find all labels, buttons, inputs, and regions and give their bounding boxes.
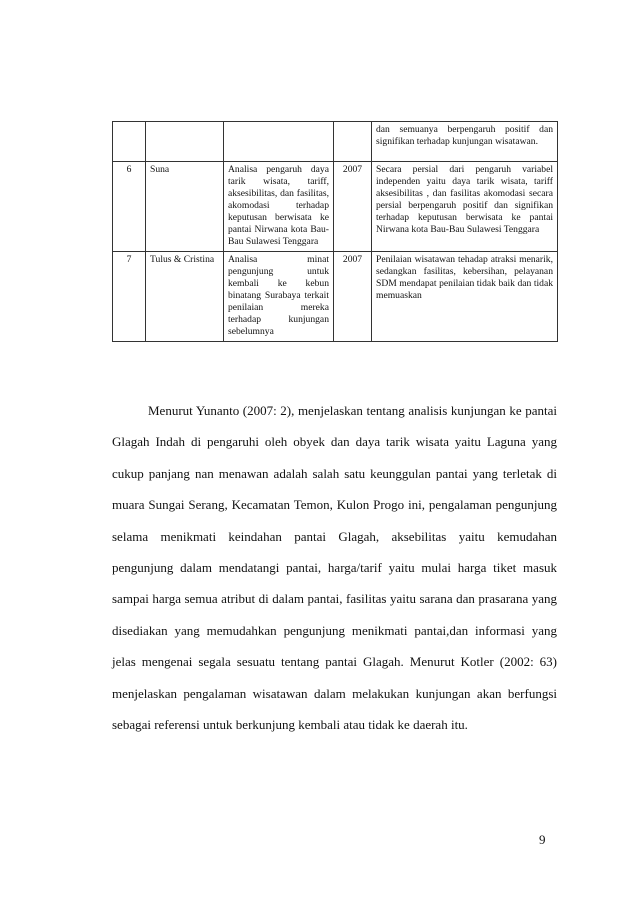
table-row [113, 122, 558, 162]
cell-no [113, 122, 146, 162]
cell-no: 6 [113, 162, 146, 252]
page-number: 9 [539, 832, 546, 847]
cell-name [146, 122, 224, 162]
paragraph-text: Menurut Yunanto (2007: 2), menjelaskan tentang analisis kunjungan ke pantai Glagah Indah di pengaruhi oleh obyek dan daya tarik wisata yaitu Laguna yang cukup panjang nan menawan adalah salah satu keunggulan pantai yang terletak di muara Sungai Serang, Kecamatan Temon, Kulon Progo ini, pengalaman pengunjung selama menikmati keindahan pantai Glagah, aksebilitas yaitu kemudahan pengunjung dalam mendatangi pantai, harga/tarif yaitu mulai harga tiket masuk sampai harga semua atribut di dalam pantai, fasilitas yaitu sarana dan prasarana yang disediakan yang memudahkan pengunjung menikmati pantai,dan informasi yang jelas mengenai segala sesuatu tentang pantai Glagah. Menurut Kotler (2002: 63) menjelaskan pengalaman wisatawan dalam melakukan kunjungan akan berfungsi sebagai referensi untuk berkunjung kembali atau tidak ke daerah itu. [112, 403, 557, 733]
research-table [112, 121, 558, 342]
cell-no: 7 [113, 252, 146, 342]
table-row [113, 252, 558, 342]
cell-name: Suna [146, 162, 224, 252]
cell-result: Secara persial dari pengaruh variabel independen yaitu daya tarik wisata, tariff aksesibilitas , dan fasilitas akomodasi secara persial berpengaruh positif dan signifikan terhadap keputusan berwisata ke pantai Nirwana kota Bau-Bau Sulawesi Tenggara [372, 162, 558, 252]
body-paragraph [112, 395, 557, 740]
cell-year: 2007 [334, 162, 372, 252]
cell-name: Tulus & Cristina [146, 252, 224, 342]
cell-year: 2007 [334, 252, 372, 342]
cell-title [224, 122, 334, 162]
table-row [113, 162, 558, 252]
cell-result: Penilaian wisatawan tehadap atraksi menarik, sedangkan fasilitas, kebersihan, pelayanan SDM mendapat penilaian tidak baik dan tidak memuaskan [372, 252, 558, 342]
cell-title: Analisa minat pengunjung untuk kembali ke kebun binatang Surabaya terkait penilaian mereka terhadap kunjungan sebelumnya [224, 252, 334, 342]
cell-title: Analisa pengaruh daya tarik wisata, tariff, aksesibilitas, dan fasilitas, akomodasi terhadap keputusan berwisata ke pantai Nirwana kota Bau-Bau Sulawesi Tenggara [224, 162, 334, 252]
cell-result: dan semuanya berpengaruh positif dan signifikan terhadap kunjungan wisatawan. [372, 122, 558, 162]
cell-year [334, 122, 372, 162]
